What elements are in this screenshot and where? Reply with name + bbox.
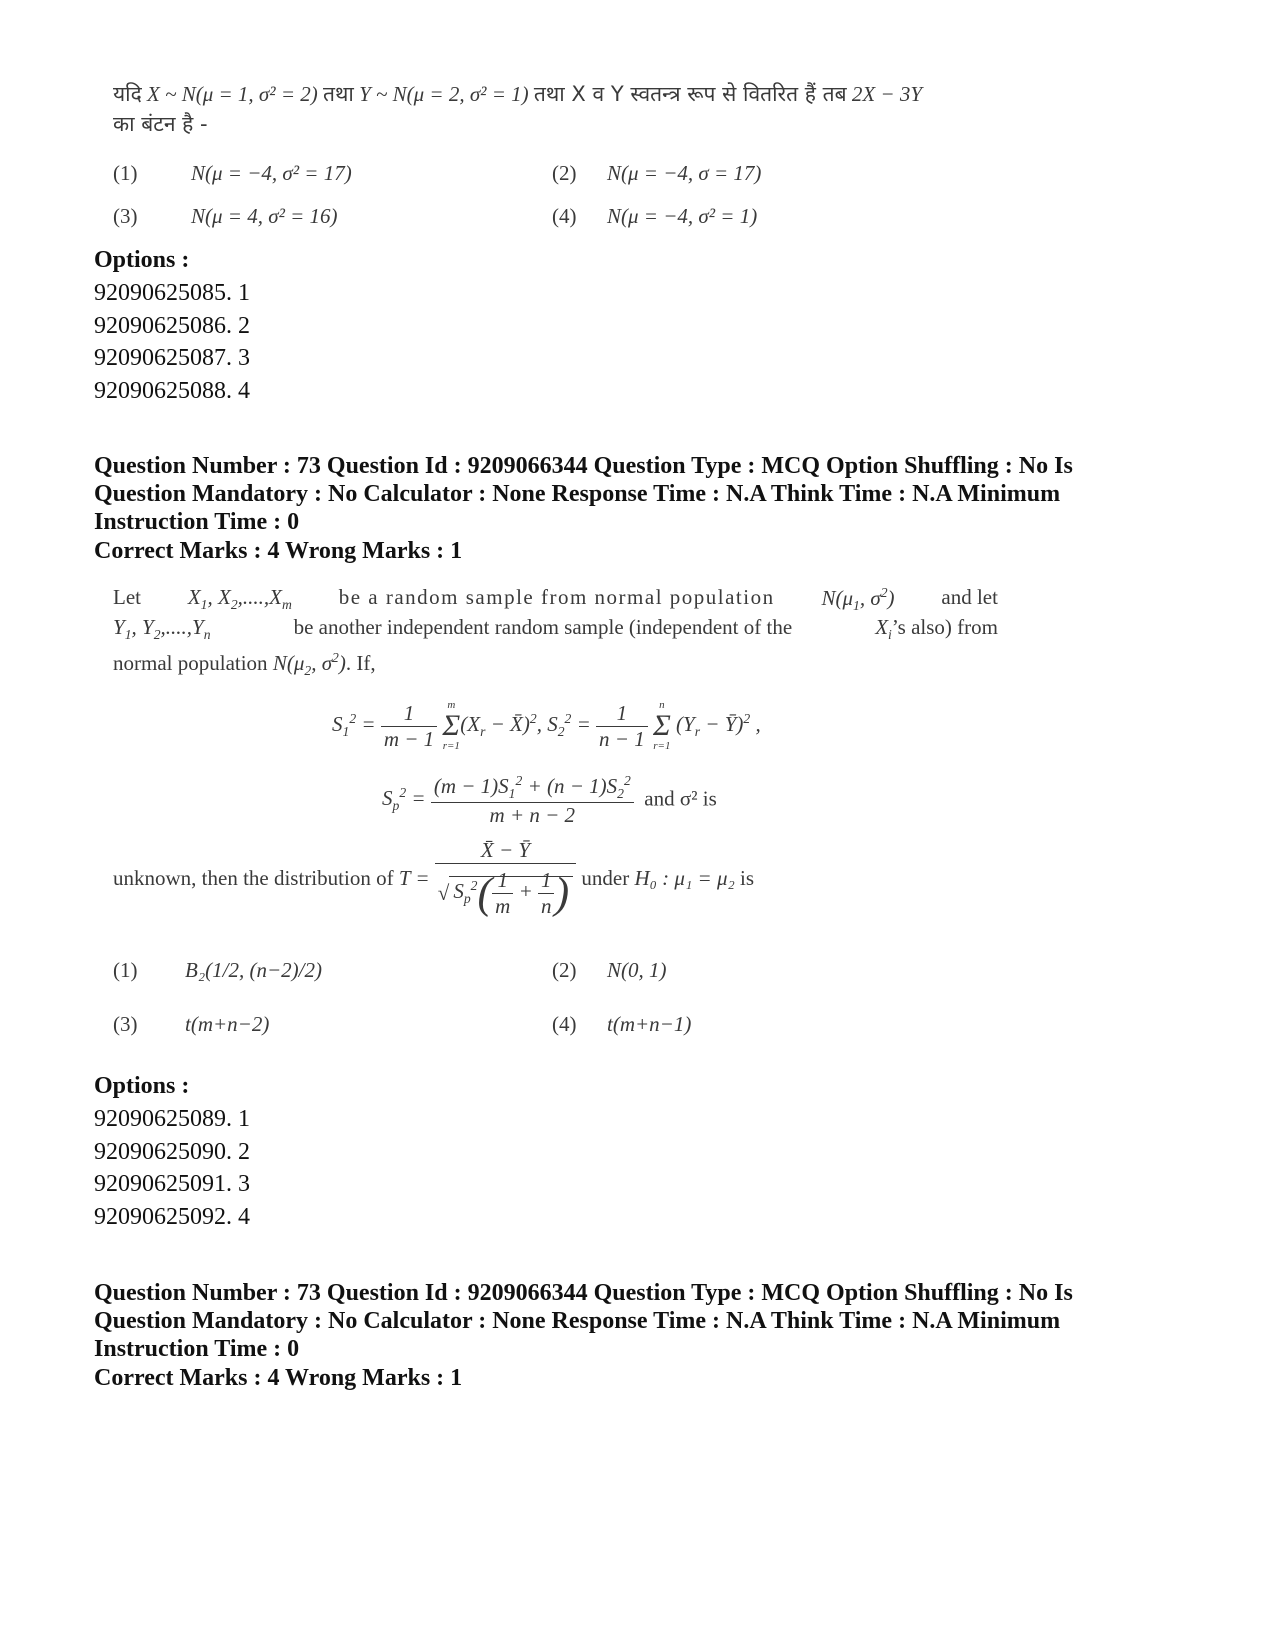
q73-options-label: Options : — [94, 1073, 190, 1099]
q73-repeat-header-line3: Instruction Time : 0 — [94, 1336, 300, 1362]
q73-header-line3: Instruction Time : 0 — [94, 509, 300, 535]
q73-repeat-header-line1: Question Number : 73 Question Id : 9209066344 Question Type : MCQ Option Shuffling : No Is — [94, 1280, 1073, 1306]
q72-options-label: Options : — [94, 247, 190, 273]
q73-stem-line2: $Y_1$, $Y_2,....,Y_n$ be another independent random sample (independent of the $X_i’s$ also) from — [113, 615, 998, 643]
q73-stem-line1: Let $X_1$, $X_2,....,X_m$ be a random sample from normal population $N(\mu_1$, $\sigma^2$) and let — [113, 585, 998, 614]
q73-formula-s1-s2: $S_1^2$ = $\frac{1}{m - 1}$ m Σ r=1 ($X_r$ − X̄)$^2$, $S_2^2$ = $\frac{1}{n - 1}$ n Σ r=1 ($Y_r$ − Ȳ)$^2$ , — [332, 699, 761, 752]
q73-repeat-marks: Correct Marks : 4 Wrong Marks : 1 — [94, 1365, 463, 1391]
q72-stem-line1 — [113, 80, 1013, 108]
q72-expr-y: Y ~ N(μ = 2, σ² = 1) — [359, 82, 529, 106]
q73-marks: Correct Marks : 4 Wrong Marks : 1 — [94, 538, 463, 564]
q73-header-line2: Question Mandatory : No Calculator : None Response Time : N.A Think Time : N.A Minimum — [94, 481, 1061, 507]
q72-option-id-4: 92090625088. 4 — [94, 378, 250, 404]
q72-choice-1: (1) N(μ = −4, σ² = 17) — [113, 161, 352, 185]
q72-choice-3: (3) N(μ = 4, σ² = 16) — [113, 204, 338, 228]
q73-option-id-3: 92090625091. 3 — [94, 1171, 250, 1197]
q72-option-id-1: 92090625085. 1 — [94, 280, 250, 306]
q73-formula-t: unknown, then the distribution of T = X̄ − Ȳ √ $S_p^2$( $\frac{1}{m}$ + $\frac{1}{n}$ ) under H₀ : μ₁ = μ₂ is — [113, 838, 755, 918]
q73-repeat-header-line2: Question Mandatory : No Calculator : None Response Time : N.A Think Time : N.A Minimum — [94, 1308, 1061, 1334]
q73-option-id-2: 92090625090. 2 — [94, 1139, 250, 1165]
q72-expr-z: 2X − 3Y — [851, 82, 923, 106]
q73-option-id-1: 92090625089. 1 — [94, 1106, 250, 1132]
q72-hindi-c: तथा X व Y स्वतन्त्र रूप से वितरित हैं तब — [533, 82, 847, 106]
q72-option-id-2: 92090625086. 2 — [94, 313, 250, 339]
q73-formula-sp: $S_p^2$ = $\frac{(m - 1)S_1^2 + (n - 1)S_2^2}{m + n - 2}$ and σ² is — [382, 773, 717, 828]
q72-choice-2: (2) N(μ = −4, σ = 17) — [552, 161, 762, 185]
q73-header-line1: Question Number : 73 Question Id : 9209066344 Question Type : MCQ Option Shuffling : No Is — [94, 453, 1073, 479]
q72-expr-x: X ~ N(μ = 1, σ² = 2) — [147, 82, 318, 106]
q72-stem-line2: का बंटन है - — [113, 112, 208, 136]
q72-hindi-a: यदि — [113, 82, 142, 106]
q72-option-id-3: 92090625087. 3 — [94, 345, 250, 371]
q73-choice-3: (3) t(m+n−2) — [113, 1012, 270, 1036]
q73-stem-line3: normal population $N(\mu_2$, $\sigma^2$). If, — [113, 650, 376, 679]
q73-choice-4: (4) t(m+n−1) — [552, 1012, 692, 1036]
q72-choice-4: (4) N(μ = −4, σ² = 1) — [552, 204, 758, 228]
q72-hindi-b: तथा — [323, 82, 354, 106]
q73-choice-1: (1) B₂(1/2, (n−2)/2) — [113, 958, 322, 982]
q73-choice-2: (2) N(0, 1) — [552, 958, 667, 982]
q73-repeat-header — [94, 1279, 1164, 1363]
q73-option-id-4: 92090625092. 4 — [94, 1204, 250, 1230]
q73-header — [94, 452, 1164, 536]
